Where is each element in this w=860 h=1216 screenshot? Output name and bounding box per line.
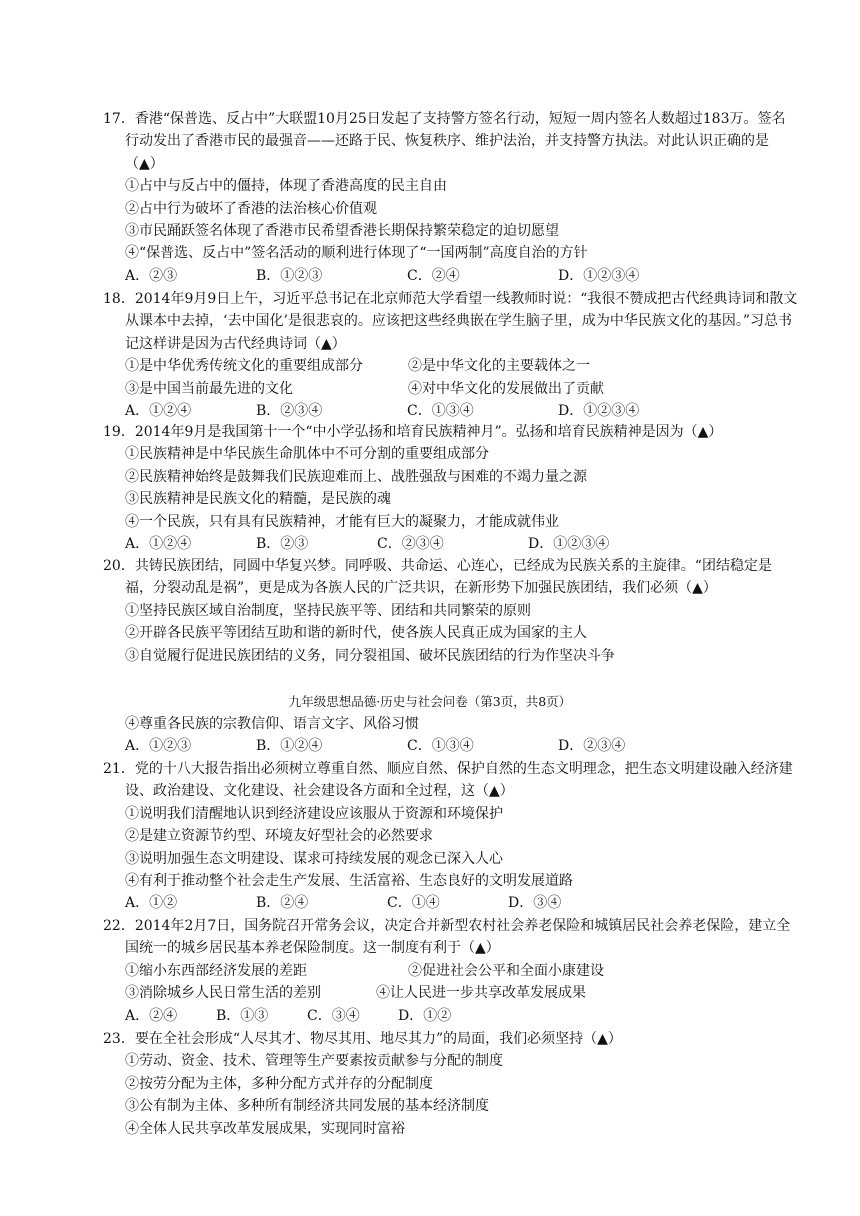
question-stem: 19．2014年9月是我国第十一个“中小学弘扬和培育民族精神月”。弘扬和培育民族精神是因为（▲）	[103, 424, 723, 440]
option-row	[103, 355, 798, 377]
question-21	[103, 758, 798, 915]
option-row	[103, 982, 798, 1004]
question-17	[103, 108, 798, 287]
answer-d: D．③④	[508, 895, 562, 912]
question-22	[103, 915, 798, 1027]
option: ②是建立资源节约型、环境友好型社会的必然要求	[125, 828, 433, 845]
option: ①劳动、资金、技术、管理等生产要素按贡献参与分配的制度	[125, 1053, 503, 1070]
option: ③民族精神是民族文化的精髓，是民族的魂	[125, 491, 391, 508]
answer-b: B．②③④	[256, 403, 323, 419]
option: ③公有制为主体、多种所有制经济共同发展的基本经济制度	[125, 1098, 489, 1115]
answer-b: B．①②③	[256, 267, 323, 284]
answer-c: C．①③④	[407, 403, 474, 419]
option: ②民族精神始终是鼓舞我们民族迎难而上、战胜强敌与困难的不竭力量之源	[125, 468, 587, 485]
answer-b: B．②④	[256, 895, 309, 912]
page-footer: 九年级思想品德·历史与社会问卷（第3页，共8页）	[288, 694, 572, 709]
option: ③消除城乡人民日常生活的差别	[125, 985, 321, 1002]
answer-c: C．②④	[407, 267, 460, 284]
answer-a: A．①②③	[125, 738, 192, 755]
option: ④让人民进一步共享改革发展成果	[376, 985, 586, 1002]
question-20-continued	[103, 713, 798, 758]
answer-d: D．①②③④	[528, 535, 610, 552]
option: ③说明加强生态文明建设、谋求可持续发展的观念已深入人心	[125, 850, 503, 867]
option-row	[103, 960, 798, 982]
answer-row	[103, 735, 798, 757]
option: ①缩小东西部经济发展的差距	[125, 962, 307, 979]
answer-row	[103, 1005, 798, 1027]
question-23	[103, 1028, 798, 1140]
answer-d: D．①②③④	[558, 403, 640, 419]
option: ④全体人民共享改革发展成果，实现同时富裕	[125, 1120, 405, 1137]
option: ①占中与反占中的僵持，体现了香港高度的民主自由	[125, 178, 447, 195]
option: ③市民踊跃签名体现了香港市民希望香港长期保持繁荣稳定的迫切愿望	[125, 223, 559, 239]
answer-b: B．②③	[256, 535, 309, 552]
answer-a: A．①②④	[125, 535, 192, 552]
option-row	[103, 378, 798, 400]
option: ①民族精神是中华民族生命肌体中不可分割的重要组成部分	[125, 446, 489, 463]
question-20	[103, 555, 798, 667]
answer-b: B．①③	[216, 1007, 269, 1024]
answer-a: A．②③	[125, 267, 178, 284]
option: ②按劳分配为主体，多种分配方式并存的分配制度	[125, 1075, 433, 1092]
answer-a: A．①②	[125, 895, 178, 912]
option: ②占中行为破坏了香港的法治核心价值观	[125, 200, 377, 217]
answer-row	[103, 533, 798, 555]
option: ④“保普选、反占中”签名活动的顺利进行体现了“一国两制”高度自治的方针	[125, 245, 588, 262]
answer-a: A．①②④	[125, 403, 192, 419]
answer-b: B．①②④	[256, 738, 323, 755]
question-stem: 20．共铸民族团结，同圆中华复兴梦。同呼吸、共命运、心连心，已经成为民族关系的主旋律。“团结稳定是福，分裂动乱是祸”，更是成为各族人民的广泛共识，在新形势下加强民族团结，我们必须（▲）	[103, 558, 772, 597]
question-stem: 17．香港“保普选、反占中”大联盟10月25日发起了支持警方签名行动，短短一周内签名人数超过183万。签名行动发出了香港市民的最强音——还路于民、恢复秩序、维护法治，并支持警方执法。对此认识正确的是（▲）	[103, 111, 786, 172]
question-stem: 22．2014年2月7日，国务院召开常务会议，决定合并新型农村社会养老保险和城镇居民社会养老保险，建立全国统一的城乡居民基本养老保险制度。这一制度有利于（▲）	[103, 918, 791, 957]
option: ②促进社会公平和全面小康建设	[408, 962, 604, 979]
answer-row	[103, 400, 798, 422]
option: ①是中华优秀传统文化的重要组成部分	[125, 358, 363, 375]
option: ③自觉履行促进民族团结的义务，同分裂祖国、破坏民族团结的行为作坚决斗争	[125, 647, 615, 664]
answer-a: A．②④	[125, 1007, 178, 1024]
question-19	[103, 421, 798, 555]
answer-row	[103, 265, 798, 287]
answer-d: D．②③④	[558, 738, 626, 755]
answer-c: C．②③④	[377, 535, 444, 552]
option: ③是中国当前最先进的文化	[125, 380, 293, 397]
answer-c: C．①③④	[407, 738, 474, 755]
question-stem: 18．2014年9月9日上午，习近平总书记在北京师范大学看望一线教师时说：“我很不赞成把古代经典诗词和散文从课本中去掉，‘去中国化’是很悲哀的。应该把这些经典嵌在学生脑子里，成为中华民族文化的基因。”习总书记这样讲是因为古代经典诗词（▲）	[103, 291, 798, 352]
answer-c: C．①④	[387, 895, 440, 912]
option: ②是中华文化的主要载体之一	[408, 358, 590, 375]
question-stem: 21．党的十八大报告指出必须树立尊重自然、顺应自然、保护自然的生态文明理念，把生态文明建设融入经济建设、政治建设、文化建设、社会建设各方面和全过程，这（▲）	[103, 761, 793, 800]
option: ①说明我们清醒地认识到经济建设应该服从于资源和环境保护	[125, 805, 503, 822]
answer-c: C．③④	[307, 1007, 360, 1024]
option: ①坚持民族区域自治制度，坚持民族平等、团结和共同繁荣的原则	[125, 602, 531, 619]
answer-d: D．①②	[398, 1007, 452, 1024]
option: ④对中华文化的发展做出了贡献	[408, 380, 604, 397]
option: ②开辟各民族平等团结互助和谐的新时代，使各族人民真正成为国家的主人	[125, 625, 587, 642]
answer-d: D．①②③④	[558, 267, 640, 284]
question-stem: 23．要在全社会形成“人尽其才、物尽其用、地尽其力”的局面，我们必须坚持（▲）	[103, 1031, 622, 1047]
answer-row	[103, 892, 798, 914]
option: ④一个民族，只有具有民族精神，才能有巨大的凝聚力，才能成就伟业	[125, 513, 559, 530]
option: ④有利于推动整个社会走生产发展、生活富裕、生态良好的文明发展道路	[125, 872, 573, 889]
question-18	[103, 288, 798, 422]
option: ④尊重各民族的宗教信仰、语言文字、风俗习惯	[125, 716, 419, 732]
